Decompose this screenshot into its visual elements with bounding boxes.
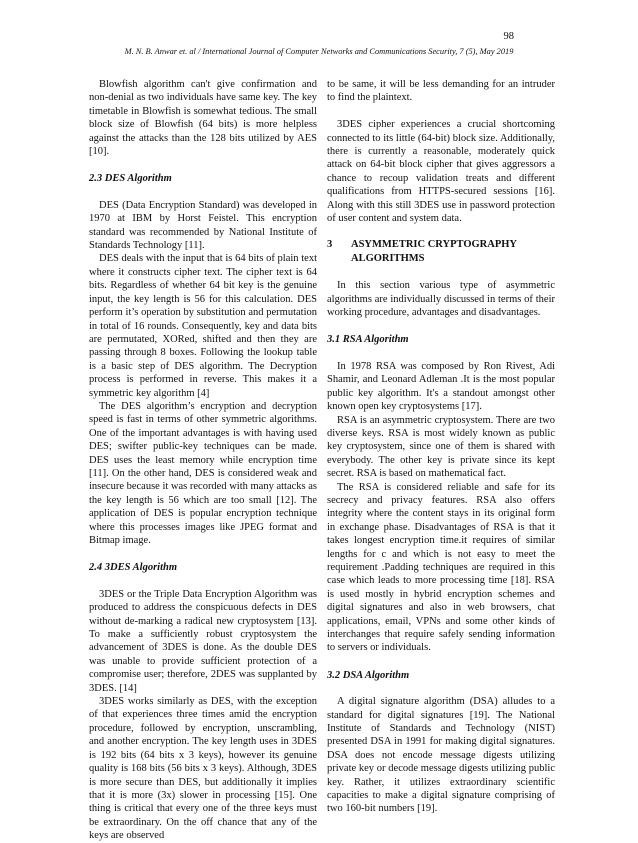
3des-paragraph-3: 3DES cipher experiences a crucial shortcoming connected to its little (64-bit) block size. Additionally, there is currently a reasonable, moderately quick attack on 64-bit block cipher that gives aggressors a chance to recoup validation treats and different qualifications from HTTPS-secured sessions [16]. Along with this still 3DES use in password protection of user content and system data. bbox=[327, 119, 555, 225]
3des-paragraph-2: 3DES works similarly as DES, with the exception of that experiences three times amid the encryption procedure, followed by encryption, unscrambling, and another encryption. The key length uses in 3DES is 192 bits (64 bits x 3 keys), however its genuine quality is 168 bits (56 bits x 3 keys). Although, 3DES is more secure than DES, but additionally it implies that it is more (3x) slower in processing [15]. One thing is critical that every one of the three keys must be extraordinary. On the off chance that any of the keys are observed bbox=[89, 696, 317, 842]
rsa-paragraph-1: In 1978 RSA was composed by Ron Rivest, Adi Shamir, and Leonard Adleman .It is the most popular public key algorithm. It's a standout amongst other known open key cryptosystems [17]. bbox=[327, 360, 555, 413]
section-heading-dsa: 3.2 DSA Algorithm bbox=[327, 669, 410, 681]
section-heading-3des: 2.4 3DES Algorithm bbox=[89, 562, 178, 574]
running-header: M. N. B. Anwar et. al / International Journal of Computer Networks and Communications Security, 7 (5), May 2019 bbox=[124, 47, 514, 56]
des-paragraph-3: The DES algorithm’s encryption and decryption speed is fast in terms of other symmetric algorithms. One of the important advantages is with having used DES; swifter public-key techniques can be made. DES uses the least memory while encryption time [11]. On the other hand, DES is considered weak and insecure because it was recorded with many attacks as the key length is 56 which are too small [12]. The application of DES is popular encryption technique where this processes images like JPEG format and Bitmap image. bbox=[89, 400, 317, 546]
dsa-paragraph: A digital signature algorithm (DSA) alludes to a standard for digital signatures [19]. The National Institute of Standards and Technology (NIST) presented DSA in 1991 for making digital signatures. DSA does not encode message digests utilizing private key or decode message digests utilizing public key. Rather, it utilizes extraordinary scientific capacities to make a digital signature comprising of two 160-bit numbers [19]. bbox=[327, 696, 555, 815]
asymmetric-intro: In this section various type of asymmetric algorithms are individually discussed in terms of their working procedure, advantages and disadvantages. bbox=[327, 280, 555, 319]
section-heading-asymmetric bbox=[327, 238, 555, 265]
des-paragraph-2: DES deals with the input that is 64 bits of plain text where it constructs cipher text. The cipher text is 64 bits. Regardless of whether 64 bit key is the genuine input, the key length is 56 for this calculation. DES perform it’s operation by substitution and permutation in total of 16 rounds. Consequently, key and data bits are permutated, XORed, shifted and then they are passing through 8 boxes. Following the lookup table is a basic step of DES algorithm. The Decryption process is performed in reverse. This makes it a symmetric key algorithm [4] bbox=[89, 253, 317, 399]
right-column bbox=[327, 78, 555, 816]
section-heading-rsa: 3.1 RSA Algorithm bbox=[327, 334, 409, 346]
rsa-paragraph-2: RSA is an asymmetric cryptosystem. There are two diverse keys. RSA is most widely known as public key cryptosystem, since one of them is shared with everybody. The other key is private since its kept secret. RSA is based on mathematical fact. bbox=[327, 414, 555, 480]
section-heading-des: 2.3 DES Algorithm bbox=[89, 173, 172, 185]
page-number: 98 bbox=[503, 31, 514, 42]
3des-continuation: to be same, it will be less demanding for an intruder to find the plaintext. bbox=[327, 79, 555, 104]
section-title: ASYMMETRIC CRYPTOGRAPHY ALGORITHMS bbox=[351, 239, 517, 264]
rsa-paragraph-3: The RSA is considered reliable and safe for its secrecy and privacy features. RSA also offers integrity where the content stays in its original form in exchange phase. Disadvantages of RSA is that it takes longest encryption time.it requires of similar lengths for c and which is not easy to meet the requirement .Padding techniques are required in this case which leads to more processing time [18]. RSA is used mostly in hybrid encryption schemes and digital signatures and also in web browsers, chat applications, email, VPNs and some other kinds of interchanges that require safely sending information to servers or individuals. bbox=[327, 481, 555, 654]
des-paragraph-1: DES (Data Encryption Standard) was developed in 1970 at IBM by Horst Feistel. This encryption standard was recommended by National Institute of Standards Technology [11]. bbox=[89, 199, 317, 252]
left-column bbox=[89, 78, 317, 843]
blowfish-paragraph: Blowfish algorithm can't give confirmation and non-denial as two individuals have same key. The key timetable in Blowfish is somewhat tedious. The small block size of Blowfish (64 bits) is more helpless against the attacks than the 128 bits utilized by AES [10]. bbox=[89, 79, 317, 158]
3des-paragraph-1: 3DES or the Triple Data Encryption Algorithm was produced to address the conspicuous defects in DES without de-marking a radical new cryptosystem [13]. To make a sufficiently robust cryptosystem the advancement of 3DES is done. As the double DES was unable to provide sufficient protection of a compromise user; therefore, 2DES was supplanted by 3DES. [14] bbox=[89, 588, 317, 694]
section-number: 3 bbox=[327, 239, 333, 251]
